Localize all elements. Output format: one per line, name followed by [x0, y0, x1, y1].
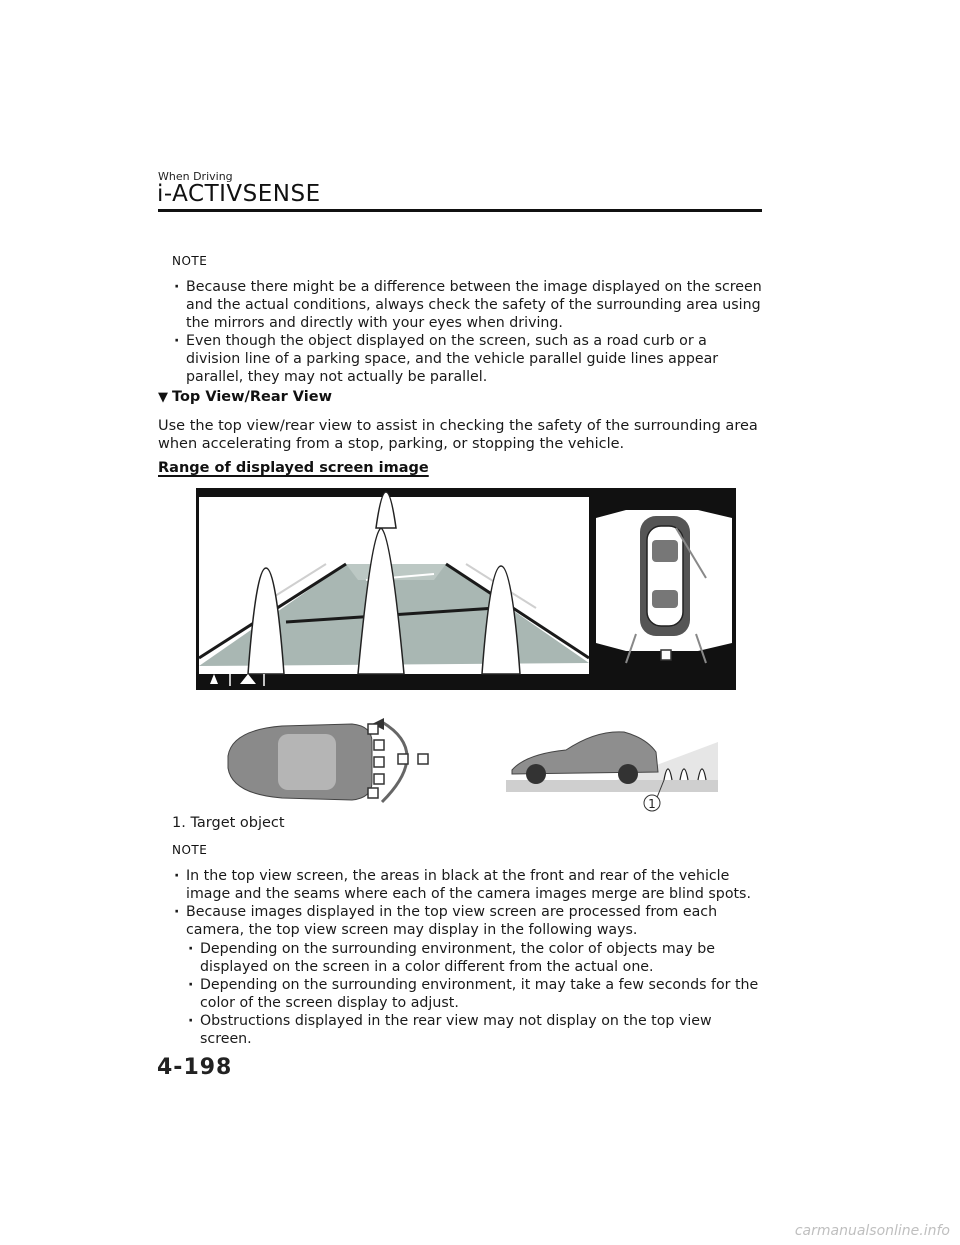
note-item: · Because images displayed in the top view screen are processed from each camera, the top view screen may display in the following ways.: [172, 903, 762, 939]
top-view-pane: [596, 497, 732, 674]
camera-screen-illustration: [196, 488, 736, 690]
watermark: carmanualsonline.info: [794, 1223, 950, 1239]
note-item: · Even though the object displayed on the screen, such as a road curb or a division line of a parking space, and the vehicle parallel guide lines appear parallel, they may not actually be parallel.: [172, 332, 762, 386]
note-label: NOTE: [172, 843, 208, 857]
note-subitem: · Depending on the surrounding environment, it may take a few seconds for the color of the screen display to adjust.: [186, 976, 762, 1012]
note-item: · Because there might be a difference between the image displayed on the screen and the actual conditions, always check the safety of the surrounding area using the mirrors and directly with your eyes when driving.: [172, 278, 762, 332]
note-list: [172, 867, 762, 939]
chapter-title: i-ACTIVSENSE: [157, 181, 321, 207]
callout-number: 1: [648, 797, 656, 811]
range-subheading: Range of displayed screen image: [158, 460, 429, 476]
note-subitem: · Depending on the surrounding environment, the color of objects may be displayed on the screen in a color different from the actual one.: [186, 940, 762, 976]
note-label: NOTE: [172, 254, 208, 268]
section-body: Use the top view/rear view to assist in checking the safety of the surrounding area when accelerating from a stop, parking, or stopping the vehicle.: [158, 418, 758, 452]
rear-view-pane: [199, 492, 589, 674]
section-heading: [158, 389, 332, 405]
overhead-car-diagram: [222, 712, 442, 812]
header-rule: [158, 209, 762, 212]
figure-caption: 1. Target object: [172, 815, 285, 831]
note-sublist: [186, 940, 762, 1048]
note-list: [172, 278, 762, 386]
section-heading-text: Top View/Rear View: [172, 389, 332, 405]
note-item: · In the top view screen, the areas in black at the front and rear of the vehicle image and the seams where each of the camera images merge are blind spots.: [172, 867, 762, 903]
page-number: 4-198: [157, 1055, 233, 1080]
side-car-diagram: [506, 724, 718, 824]
note-subitem: · Obstructions displayed in the rear view may not display on the top view screen.: [186, 1012, 762, 1048]
triangle-marker-icon: ▼: [158, 390, 168, 405]
section-label: When Driving: [158, 170, 233, 183]
